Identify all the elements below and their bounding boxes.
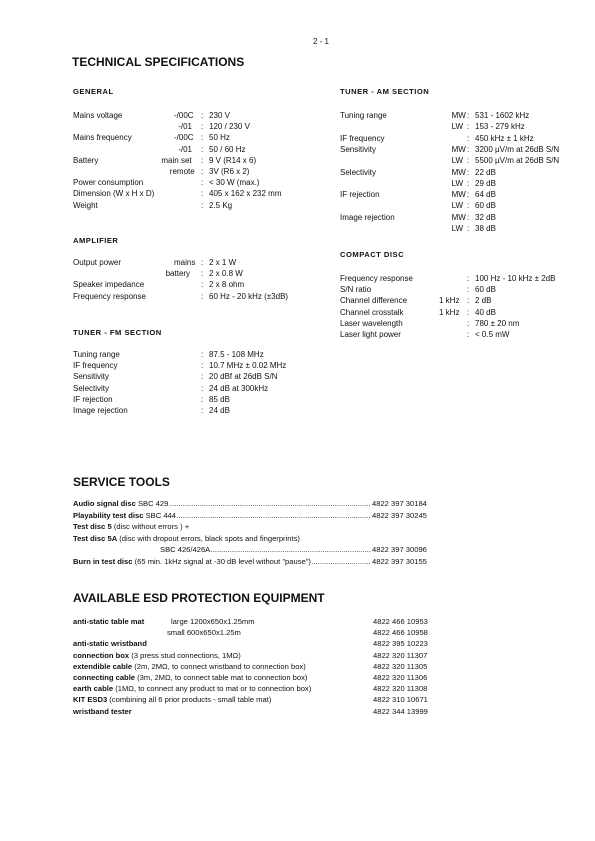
part-number: 4822 320 11306 (373, 673, 428, 682)
service-tool-desc: SBC 426/426A (160, 545, 211, 555)
esd-text (73, 651, 241, 661)
spec-qualifier: LW (451, 201, 463, 211)
spec-colon: : (467, 201, 470, 211)
service-tool-desc: (disc without errors ) + (111, 522, 190, 532)
spec-value: 2 dB (475, 296, 492, 306)
spec-colon: : (467, 111, 470, 120)
service-tool-name: Playability test disc (73, 510, 144, 520)
spec-value: 531 - 1602 kHz (475, 111, 530, 120)
spec-colon: : (201, 144, 204, 154)
spec-label: Channel crosstalk (340, 307, 404, 317)
esd-item-name: KIT ESD3 (73, 695, 108, 705)
spec-colon: : (201, 372, 204, 382)
spec-qualifier: -/00C (174, 133, 194, 143)
service-tool-text (73, 521, 190, 533)
spec-value: < 0.5 mW (475, 330, 510, 339)
esd-row (73, 707, 513, 717)
spec-value: 2 x 8 ohm (209, 280, 245, 290)
spec-label: Tuning range (73, 350, 120, 359)
part-number: 4822 397 30155 (372, 557, 427, 566)
spec-qualifier: -/01 (178, 144, 192, 154)
spec-label: IF frequency (340, 133, 385, 143)
service-tool-row (73, 521, 523, 533)
spec-value: 87.5 - 108 MHz (209, 350, 264, 359)
spec-colon: : (467, 224, 470, 233)
esd-item-name: earth cable (73, 684, 114, 694)
spec-qualifier: LW (451, 122, 463, 132)
spec-qualifier: MW (451, 190, 466, 200)
spec-colon: : (467, 167, 470, 177)
spec-colon: : (467, 330, 470, 339)
spec-colon: : (201, 350, 204, 359)
service-tool-row (73, 498, 523, 510)
part-number: 4822 397 30096 (372, 545, 427, 555)
spec-value: < 30 W (max.) (209, 178, 260, 188)
esd-item-desc: (combining all 6 prior products - small table mat) (107, 695, 272, 705)
spec-colon: : (201, 258, 204, 267)
spec-value: 22 dB (475, 167, 496, 177)
spec-value: 230 V (209, 111, 230, 120)
spec-colon: : (467, 156, 470, 166)
spec-qualifier: -/00C (174, 111, 194, 120)
service-tool-row (73, 533, 523, 545)
spec-value: 60 dB (475, 285, 496, 295)
spec-value: 50 / 60 Hz (209, 144, 246, 154)
spec-colon: : (201, 291, 204, 301)
spec-colon: : (467, 274, 470, 283)
amplifier-heading: AMPLIFIER (73, 236, 119, 245)
spec-value: 24 dB (209, 406, 230, 415)
spec-value: 5500 µV/m at 26dB S/N (475, 156, 560, 166)
service-tool-name: Burn in test disc (73, 557, 133, 566)
spec-qualifier: MW (451, 144, 466, 154)
spec-qualifier: battery (165, 269, 191, 279)
esd-item-desc: (3 press stud connections, 1MΩ) (129, 650, 241, 660)
esd-text (73, 695, 271, 705)
spec-value: 780 ± 20 nm (475, 318, 520, 328)
spec-value: 100 Hz - 10 kHz ± 2dB (475, 274, 556, 283)
spec-value: 10.7 MHz ± 0.02 MHz (209, 361, 287, 371)
spec-value: 2 x 1 W (209, 258, 237, 267)
spec-colon: : (201, 122, 204, 132)
service-tool-row (73, 544, 523, 556)
esd-row (73, 628, 513, 638)
spec-label: IF rejection (340, 190, 380, 200)
spec-qualifier: remote (169, 167, 195, 176)
service-tool-row (73, 510, 523, 522)
spec-label: Speaker impedance (73, 280, 145, 290)
esd-row (73, 684, 513, 694)
service-tool-name: Audio signal disc (73, 499, 136, 508)
spec-colon: : (467, 144, 470, 154)
general-heading: GENERAL (73, 87, 114, 96)
spec-colon: : (467, 307, 470, 317)
part-number: 4822 466 10958 (373, 628, 428, 638)
esd-item-desc: (3m, 2MΩ, to connect table mat to connection box) (135, 673, 308, 682)
spec-value: 9 V (R14 x 6) (209, 155, 257, 165)
spec-label: Dimension (W x H x D) (73, 189, 155, 199)
spec-qualifier: MW (451, 111, 466, 120)
esd-row (73, 651, 513, 661)
spec-label: Image rejection (73, 406, 128, 415)
esd-item-name: wristband tester (73, 706, 132, 716)
spec-colon: : (201, 133, 204, 143)
page-number: 2 - 1 (313, 37, 330, 46)
spec-label: Image rejection (340, 212, 395, 222)
service-tool-desc: SBC 444 (143, 510, 176, 520)
spec-label: Tuning range (340, 111, 387, 120)
spec-colon: : (201, 269, 204, 279)
spec-qualifier: LW (451, 156, 463, 166)
spec-colon: : (467, 178, 470, 188)
esd-row (73, 639, 513, 649)
spec-qualifier: LW (451, 178, 463, 188)
spec-qualifier: main set (161, 155, 192, 165)
spec-qualifier: LW (451, 224, 463, 233)
spec-label: Sensitivity (73, 372, 110, 382)
spec-colon: : (467, 190, 470, 200)
spec-colon: : (201, 280, 204, 290)
esd-text (73, 617, 144, 627)
spec-colon: : (467, 122, 470, 132)
esd-size: large 1200x650x1.25mm (171, 617, 255, 626)
spec-qualifier: 1 kHz (439, 307, 460, 317)
esd-row (73, 617, 513, 627)
esd-item-name: anti-static table mat (73, 617, 145, 626)
esd-row (73, 673, 513, 683)
service-tool-text (73, 498, 169, 510)
service-tools-heading: SERVICE TOOLS (73, 475, 170, 489)
spec-value: 2 x 0.8 W (209, 269, 243, 279)
spec-value: 24 dB at 300kHz (209, 383, 269, 393)
spec-colon: : (201, 155, 204, 165)
part-number: 4822 320 11307 (373, 650, 428, 660)
spec-colon: : (201, 383, 204, 393)
tuner-fm-heading: TUNER - FM SECTION (73, 328, 162, 337)
service-tool-row (73, 556, 523, 568)
esd-row (73, 695, 513, 705)
service-tool-desc: (65 min. 1kHz signal at -30 dB level without "pause") (132, 557, 311, 566)
spec-label: Mains voltage (73, 111, 123, 120)
esd-size: small 600x650x1.25m (167, 628, 241, 638)
spec-value: 3200 µV/m at 26dB S/N (475, 144, 560, 154)
spec-qualifier: MW (451, 167, 466, 177)
esd-heading: AVAILABLE ESD PROTECTION EQUIPMENT (73, 591, 325, 605)
spec-qualifier: MW (451, 212, 466, 222)
service-tool-text (73, 556, 312, 568)
service-tool-desc: SBC 429 (135, 499, 169, 508)
part-number: 4822 397 30184 (372, 499, 427, 508)
spec-colon: : (201, 178, 204, 188)
esd-item-name: extendible cable (73, 661, 133, 671)
spec-label: Laser wavelength (340, 318, 403, 328)
part-number: 4822 397 30245 (372, 510, 427, 520)
spec-colon: : (201, 189, 204, 199)
spec-value: 32 dB (475, 212, 496, 222)
spec-label: IF rejection (73, 394, 113, 404)
spec-label: S/N ratio (340, 285, 372, 295)
spec-qualifier: 1 kHz (439, 296, 460, 306)
spec-label: Mains frequency (73, 133, 132, 143)
spec-label: Weight (73, 200, 98, 210)
spec-value: 120 / 230 V (209, 122, 250, 132)
service-tool-text (73, 510, 177, 522)
spec-colon: : (467, 133, 470, 143)
esd-item-desc: (1MΩ, to connect any product to mat or to connection box) (113, 684, 312, 694)
part-number: 4822 320 11305 (373, 661, 428, 671)
part-number: 4822 395 10223 (373, 639, 428, 649)
spec-label: Power consumption (73, 178, 144, 188)
spec-label: Sensitivity (340, 144, 377, 154)
compact-disc-heading: COMPACT DISC (340, 250, 405, 259)
spec-label: Laser light power (340, 330, 401, 339)
esd-row (73, 662, 513, 672)
spec-label: Battery (73, 155, 99, 165)
spec-qualifier: mains (174, 258, 196, 267)
part-number: 4822 466 10953 (373, 617, 428, 626)
spec-colon: : (201, 111, 204, 120)
spec-label: Selectivity (73, 383, 110, 393)
esd-text (73, 684, 311, 694)
spec-label: Frequency response (73, 291, 146, 301)
spec-value: 85 dB (209, 394, 230, 404)
esd-item-name: connecting cable (73, 673, 136, 682)
esd-item-name: connection box (73, 650, 130, 660)
spec-label: Frequency response (340, 274, 413, 283)
spec-value: 450 kHz ± 1 kHz (475, 133, 534, 143)
esd-item-name: anti-static wristband (73, 639, 147, 649)
spec-colon: : (467, 318, 470, 328)
spec-value: 50 Hz (209, 133, 230, 143)
spec-value: 60 dB (475, 201, 496, 211)
service-tool-name: Test disc 5 (73, 522, 112, 532)
esd-text (73, 707, 132, 717)
part-number: 4822 344 13999 (373, 706, 428, 716)
tuner-am-heading: TUNER - AM SECTION (340, 87, 430, 96)
spec-value: 405 x 162 x 232 mm (209, 189, 282, 199)
spec-colon: : (201, 361, 204, 371)
esd-text (73, 639, 147, 649)
spec-colon: : (201, 406, 204, 415)
service-tool-desc: (disc with dropout errors, black spots and fingerprints) (117, 533, 300, 543)
spec-value: 38 dB (475, 224, 496, 233)
service-tool-text (160, 544, 211, 556)
spec-colon: : (201, 167, 204, 176)
spec-value: 2.5 Kg (209, 200, 233, 210)
esd-item-desc: (2m, 2MΩ, to connect wristband to connection box) (132, 661, 306, 671)
spec-colon: : (467, 285, 470, 295)
spec-value: 3V (R6 x 2) (209, 167, 250, 176)
esd-text (73, 662, 306, 672)
page-title: TECHNICAL SPECIFICATIONS (72, 55, 245, 69)
spec-label: Channel difference (340, 296, 408, 306)
spec-colon: : (467, 212, 470, 222)
spec-label: Output power (73, 258, 122, 267)
spec-value: 64 dB (475, 190, 496, 200)
spec-value: 40 dB (475, 307, 496, 317)
esd-text (73, 673, 307, 683)
service-tool-name: Test disc 5A (73, 533, 118, 543)
spec-qualifier: -/01 (178, 122, 192, 132)
spec-value: 60 Hz - 20 kHz (±3dB) (209, 291, 289, 301)
spec-value: 20 dBf at 26dB S/N (209, 372, 278, 382)
spec-label: IF frequency (73, 361, 118, 371)
part-number: 4822 310 10671 (373, 695, 428, 705)
part-number: 4822 320 11308 (373, 684, 428, 694)
spec-label: Selectivity (340, 167, 377, 177)
spec-value: 29 dB (475, 178, 496, 188)
spec-colon: : (467, 296, 470, 306)
spec-colon: : (201, 394, 204, 404)
spec-colon: : (201, 200, 204, 210)
spec-value: 153 - 279 kHz (475, 122, 525, 132)
service-tool-text (73, 533, 301, 545)
